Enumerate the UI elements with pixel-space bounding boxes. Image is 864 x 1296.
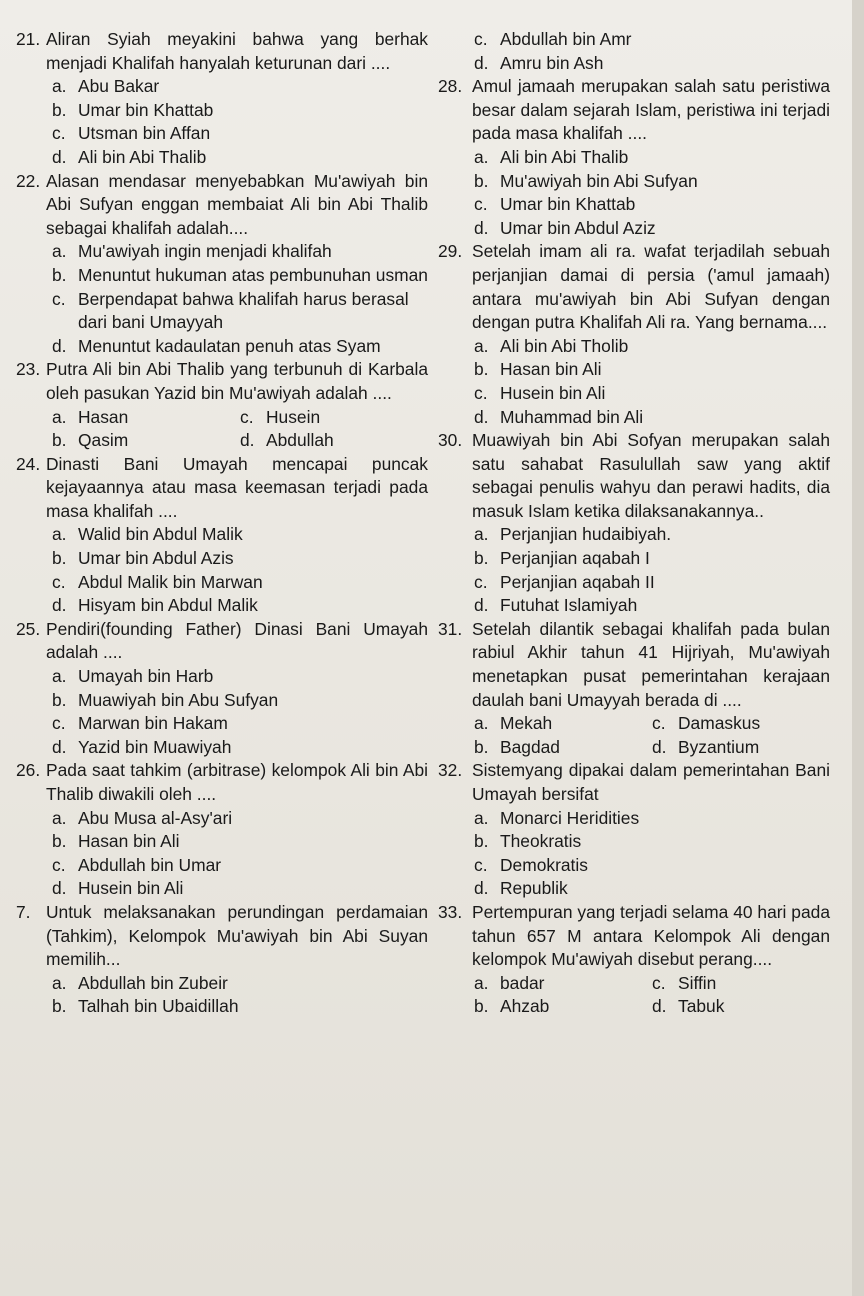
answer-option xyxy=(474,146,830,170)
question-text: Dinasti Bani Umayah mencapai puncak kejayaannya atau masa keemasan terjadi pada masa khalifah .... xyxy=(46,453,428,521)
question-text: Pada saat tahkim (arbitrase) kelompok Ali bin Abi Thalib diwakili oleh .... xyxy=(46,760,428,804)
answer-option xyxy=(474,382,830,406)
option-text: Perjanjian hudaibiyah. xyxy=(500,524,672,545)
option-letter: c. xyxy=(240,406,254,427)
option-letter: b. xyxy=(474,359,489,380)
option-text: Perjanjian aqabah II xyxy=(500,571,655,592)
answer-options xyxy=(438,807,830,901)
question-number: 26. xyxy=(16,760,41,781)
question-block xyxy=(438,28,830,75)
option-letter: a. xyxy=(52,972,67,993)
option-text: Hasan xyxy=(78,406,129,427)
answer-option xyxy=(474,406,830,430)
answer-option xyxy=(52,807,428,831)
option-text: Berpendapat bahwa khalifah harus berasal dari bani Umayyah xyxy=(78,288,409,333)
option-text: Ali bin Abi Thalib xyxy=(500,146,629,167)
answer-option xyxy=(652,712,830,736)
option-text: Utsman bin Affan xyxy=(78,123,211,144)
answer-options xyxy=(16,523,428,617)
question-block xyxy=(438,240,830,429)
option-letter: d. xyxy=(652,736,667,757)
option-letter: a. xyxy=(474,713,489,734)
option-text: Abu Musa al-Asy'ari xyxy=(78,807,233,828)
option-text: Muhammad bin Ali xyxy=(500,406,644,427)
question-number: 25. xyxy=(16,618,41,639)
question-number: 31. xyxy=(438,618,463,639)
answer-option xyxy=(52,689,428,713)
answer-option xyxy=(474,736,652,760)
option-text: Siffin xyxy=(678,972,717,993)
option-text: Hasan bin Ali xyxy=(500,359,602,380)
option-text: Abdullah bin Amr xyxy=(500,29,632,49)
question-text: Pertempuran yang terjadi selama 40 hari pada tahun 657 M antara Kelompok Ali dengan kelompok Mu'awiyah disebut perang.... xyxy=(472,901,830,970)
answer-option xyxy=(52,736,428,760)
answer-option xyxy=(52,406,240,430)
option-letter: c. xyxy=(652,713,666,734)
option-text: Tabuk xyxy=(678,996,725,1017)
option-letter: a. xyxy=(52,807,67,828)
answer-options xyxy=(438,523,830,617)
question-text: Aliran Syiah meyakini bahwa yang berhak menjadi Khalifah hanyalah keturunan dari .... xyxy=(46,29,428,73)
answer-option-row xyxy=(474,712,830,736)
option-text: Umar bin Khattab xyxy=(78,99,214,120)
option-text: Umar bin Abdul Azis xyxy=(78,548,234,569)
answer-option xyxy=(52,712,428,736)
option-text: Theokratis xyxy=(500,831,582,852)
answer-option xyxy=(52,523,428,547)
option-letter: a. xyxy=(52,76,67,97)
option-letter: b. xyxy=(52,831,67,852)
answer-option xyxy=(52,877,428,901)
option-text: Umayah bin Harb xyxy=(78,666,214,687)
question-stem xyxy=(16,170,428,241)
question-block xyxy=(438,75,830,240)
question-block xyxy=(16,358,428,452)
option-text: Hasan bin Ali xyxy=(78,831,180,852)
question-stem xyxy=(438,618,830,712)
answer-options xyxy=(438,335,830,429)
option-letter: b. xyxy=(474,548,489,569)
answer-option xyxy=(474,193,830,217)
question-number: 22. xyxy=(16,170,41,191)
question-block xyxy=(438,618,830,760)
option-letter: c. xyxy=(474,571,488,592)
option-text: Mu'awiyah bin Abi Sufyan xyxy=(500,170,698,191)
answer-options xyxy=(16,807,428,901)
answer-option xyxy=(52,665,428,689)
answer-option xyxy=(474,571,830,595)
answer-option xyxy=(240,406,428,430)
question-number: 21. xyxy=(16,29,41,49)
option-text: Husein bin Ali xyxy=(78,878,184,899)
question-stem xyxy=(16,453,428,524)
question-block xyxy=(16,28,428,170)
answer-option-row xyxy=(52,429,428,453)
answer-option-row xyxy=(474,736,830,760)
question-block xyxy=(16,901,428,1019)
option-text: Abdullah bin Zubeir xyxy=(78,972,228,993)
question-number: 33. xyxy=(438,901,463,922)
answer-option-row xyxy=(474,972,830,996)
option-text: Byzantium xyxy=(678,736,760,757)
question-stem xyxy=(438,240,830,334)
answer-option xyxy=(474,830,830,854)
option-text: Demokratis xyxy=(500,854,588,875)
option-letter: d. xyxy=(52,878,67,899)
answer-option xyxy=(52,854,428,878)
question-text: Untuk melaksanakan perundingan perdamaian (Tahkim), Kelompok Mu'awiyah bin Abi Suyan memilih... xyxy=(46,901,428,970)
option-letter: c. xyxy=(474,194,488,215)
option-letter: a. xyxy=(474,807,489,828)
option-letter: d. xyxy=(52,335,67,356)
answer-option xyxy=(474,594,830,618)
option-letter: d. xyxy=(474,406,489,427)
question-block xyxy=(438,759,830,901)
question-text: Setelah imam ali ra. wafat terjadilah sebuah perjanjian damai di persia ('amul jamaah) antara mu'awiyah bin Abi Sufyan dengan dengan putra Khalifah Ali ra. Yang bernama.... xyxy=(472,241,830,333)
option-text: Qasim xyxy=(78,430,129,451)
answer-option xyxy=(52,594,428,618)
answer-option xyxy=(474,712,652,736)
answer-option xyxy=(474,807,830,831)
option-text: Menuntut kadaulatan penuh atas Syam xyxy=(78,335,381,356)
answer-option xyxy=(52,547,428,571)
option-text: Monarci Heridities xyxy=(500,807,640,828)
option-text: Umar bin Khattab xyxy=(500,194,636,215)
page-edge xyxy=(852,0,864,1296)
answer-option xyxy=(474,217,830,241)
option-letter: b. xyxy=(474,831,489,852)
option-letter: d. xyxy=(52,736,67,757)
option-letter: b. xyxy=(474,996,489,1017)
question-text: Pendiri(founding Father) Dinasi Bani Umayah adalah .... xyxy=(46,618,428,663)
option-text: Abdul Malik bin Marwan xyxy=(78,571,263,592)
option-letter: b. xyxy=(52,264,67,285)
option-letter: d. xyxy=(652,996,667,1017)
option-letter: c. xyxy=(52,571,66,592)
question-text: Putra Ali bin Abi Thalib yang terbunuh di Karbala oleh pasukan Yazid bin Mu'awiyah adalah .... xyxy=(46,359,428,403)
option-text: Abdullah bin Umar xyxy=(78,854,222,875)
question-block xyxy=(16,618,428,760)
question-stem xyxy=(16,759,428,806)
option-letter: c. xyxy=(474,854,488,875)
right-column xyxy=(438,28,830,1019)
question-block xyxy=(438,901,830,1019)
option-text: Husein xyxy=(266,406,321,427)
answer-option xyxy=(52,335,428,359)
answer-option xyxy=(52,972,428,996)
answer-option xyxy=(52,264,428,288)
answer-option xyxy=(474,28,830,52)
option-text: badar xyxy=(500,972,545,993)
question-stem xyxy=(438,429,830,523)
option-letter: d. xyxy=(52,595,67,616)
option-text: Yazid bin Muawiyah xyxy=(78,736,232,757)
option-letter: c. xyxy=(52,713,66,734)
answer-option xyxy=(52,429,240,453)
answer-options xyxy=(438,28,830,75)
answer-option xyxy=(52,288,428,335)
question-block xyxy=(16,759,428,901)
answer-option xyxy=(52,240,428,264)
question-stem xyxy=(16,28,428,75)
option-letter: c. xyxy=(52,123,66,144)
question-stem xyxy=(16,901,428,972)
option-letter: d. xyxy=(474,52,489,73)
question-stem xyxy=(438,759,830,806)
question-number: 7. xyxy=(16,901,31,922)
option-text: Futuhat Islamiyah xyxy=(500,595,638,616)
option-text: Ahzab xyxy=(500,996,550,1017)
option-letter: a. xyxy=(474,146,489,167)
option-letter: b. xyxy=(474,170,489,191)
option-text: Mu'awiyah ingin menjadi khalifah xyxy=(78,241,332,262)
answer-option xyxy=(474,995,652,1019)
option-letter: b. xyxy=(52,689,67,710)
question-stem xyxy=(16,358,428,405)
option-text: Hisyam bin Abdul Malik xyxy=(78,595,258,616)
option-text: Republik xyxy=(500,878,568,899)
answer-option xyxy=(474,523,830,547)
question-text: Setelah dilantik sebagai khalifah pada bulan rabiul Akhir tahun 41 Hijriyah, Mu'awiyah menetapkan pusat pemerintahan kerajaan daulah bani Umayyah berada di .... xyxy=(472,618,830,710)
answer-options xyxy=(16,75,428,169)
question-stem xyxy=(438,75,830,146)
question-number: 24. xyxy=(16,453,41,474)
option-text: Abu Bakar xyxy=(78,76,160,97)
option-letter: c. xyxy=(52,288,66,309)
answer-option xyxy=(474,547,830,571)
option-letter: c. xyxy=(474,382,488,403)
option-letter: a. xyxy=(52,666,67,687)
answer-option xyxy=(240,429,428,453)
answer-option-row xyxy=(52,406,428,430)
question-number: 32. xyxy=(438,760,463,781)
question-number: 28. xyxy=(438,76,463,97)
answer-option xyxy=(474,52,830,76)
answer-option xyxy=(52,99,428,123)
option-text: Bagdad xyxy=(500,736,560,757)
option-letter: c. xyxy=(652,972,666,993)
answer-option xyxy=(52,146,428,170)
option-letter: d. xyxy=(52,146,67,167)
option-letter: d. xyxy=(474,217,489,238)
option-text: Umar bin Abdul Aziz xyxy=(500,217,656,238)
option-letter: b. xyxy=(52,996,67,1017)
option-letter: d. xyxy=(474,878,489,899)
question-stem xyxy=(16,618,428,665)
answer-option xyxy=(652,736,830,760)
answer-option xyxy=(52,122,428,146)
question-number: 30. xyxy=(438,430,463,451)
question-block xyxy=(438,429,830,618)
option-text: Menuntut hukuman atas pembunuhan usman xyxy=(78,264,428,285)
answer-option xyxy=(52,75,428,99)
option-letter: b. xyxy=(52,548,67,569)
option-letter: b. xyxy=(474,736,489,757)
option-letter: a. xyxy=(52,524,67,545)
answer-options xyxy=(16,406,428,453)
question-text: Amul jamaah merupakan salah satu peristiwa besar dalam sejarah Islam, peristiwa ini terjadi pada masa khalifah .... xyxy=(472,76,830,144)
option-letter: d. xyxy=(474,595,489,616)
question-text: Sistemyang dipakai dalam pemerintahan Bani Umayah bersifat xyxy=(472,760,830,804)
answer-option xyxy=(474,358,830,382)
answer-option xyxy=(652,972,830,996)
option-letter: c. xyxy=(52,854,66,875)
option-letter: c. xyxy=(474,29,488,49)
question-stem xyxy=(438,901,830,972)
answer-option xyxy=(474,854,830,878)
option-text: Walid bin Abdul Malik xyxy=(78,524,243,545)
option-text: Damaskus xyxy=(678,713,761,734)
option-letter: b. xyxy=(52,430,67,451)
question-number: 23. xyxy=(16,359,41,380)
answer-option xyxy=(474,877,830,901)
option-letter: a. xyxy=(474,335,489,356)
answer-option xyxy=(52,830,428,854)
answer-options xyxy=(16,240,428,358)
option-letter: a. xyxy=(52,406,67,427)
option-letter: a. xyxy=(52,241,67,262)
option-text: Abdullah xyxy=(266,430,334,451)
answer-option xyxy=(652,995,830,1019)
option-text: Talhah bin Ubaidillah xyxy=(78,996,239,1017)
question-number: 29. xyxy=(438,241,463,262)
option-text: Marwan bin Hakam xyxy=(78,713,228,734)
option-letter: d. xyxy=(240,430,255,451)
answer-options xyxy=(16,972,428,1019)
answer-option xyxy=(474,170,830,194)
option-text: Ali bin Abi Thalib xyxy=(78,146,207,167)
option-text: Husein bin Ali xyxy=(500,382,606,403)
option-letter: a. xyxy=(474,524,489,545)
left-column xyxy=(16,28,428,1019)
question-text: Alasan mendasar menyebabkan Mu'awiyah bin Abi Sufyan enggan membaiat Ali bin Abi Thalib sebagai khalifah adalah.... xyxy=(46,170,428,238)
answer-option-row xyxy=(474,995,830,1019)
answer-options xyxy=(438,972,830,1019)
answer-option xyxy=(52,571,428,595)
question-block xyxy=(16,453,428,618)
question-block xyxy=(16,170,428,359)
answer-option xyxy=(474,972,652,996)
option-text: Amru bin Ash xyxy=(500,52,604,73)
answer-options xyxy=(438,712,830,759)
answer-option xyxy=(52,995,428,1019)
option-text: Muawiyah bin Abu Sufyan xyxy=(78,689,279,710)
answer-option xyxy=(474,335,830,359)
option-letter: a. xyxy=(474,972,489,993)
option-text: Mekah xyxy=(500,713,553,734)
option-text: Perjanjian aqabah I xyxy=(500,548,650,569)
option-text: Ali bin Abi Tholib xyxy=(500,335,629,356)
question-text: Muawiyah bin Abi Sofyan merupakan salah satu sahabat Rasulullah saw yang aktif sebagai penulis wahyu dan perawi hadits, dia masuk Islam ketika dilaksanakannya.. xyxy=(472,430,830,521)
answer-options xyxy=(16,665,428,759)
option-letter: b. xyxy=(52,99,67,120)
answer-options xyxy=(438,146,830,240)
